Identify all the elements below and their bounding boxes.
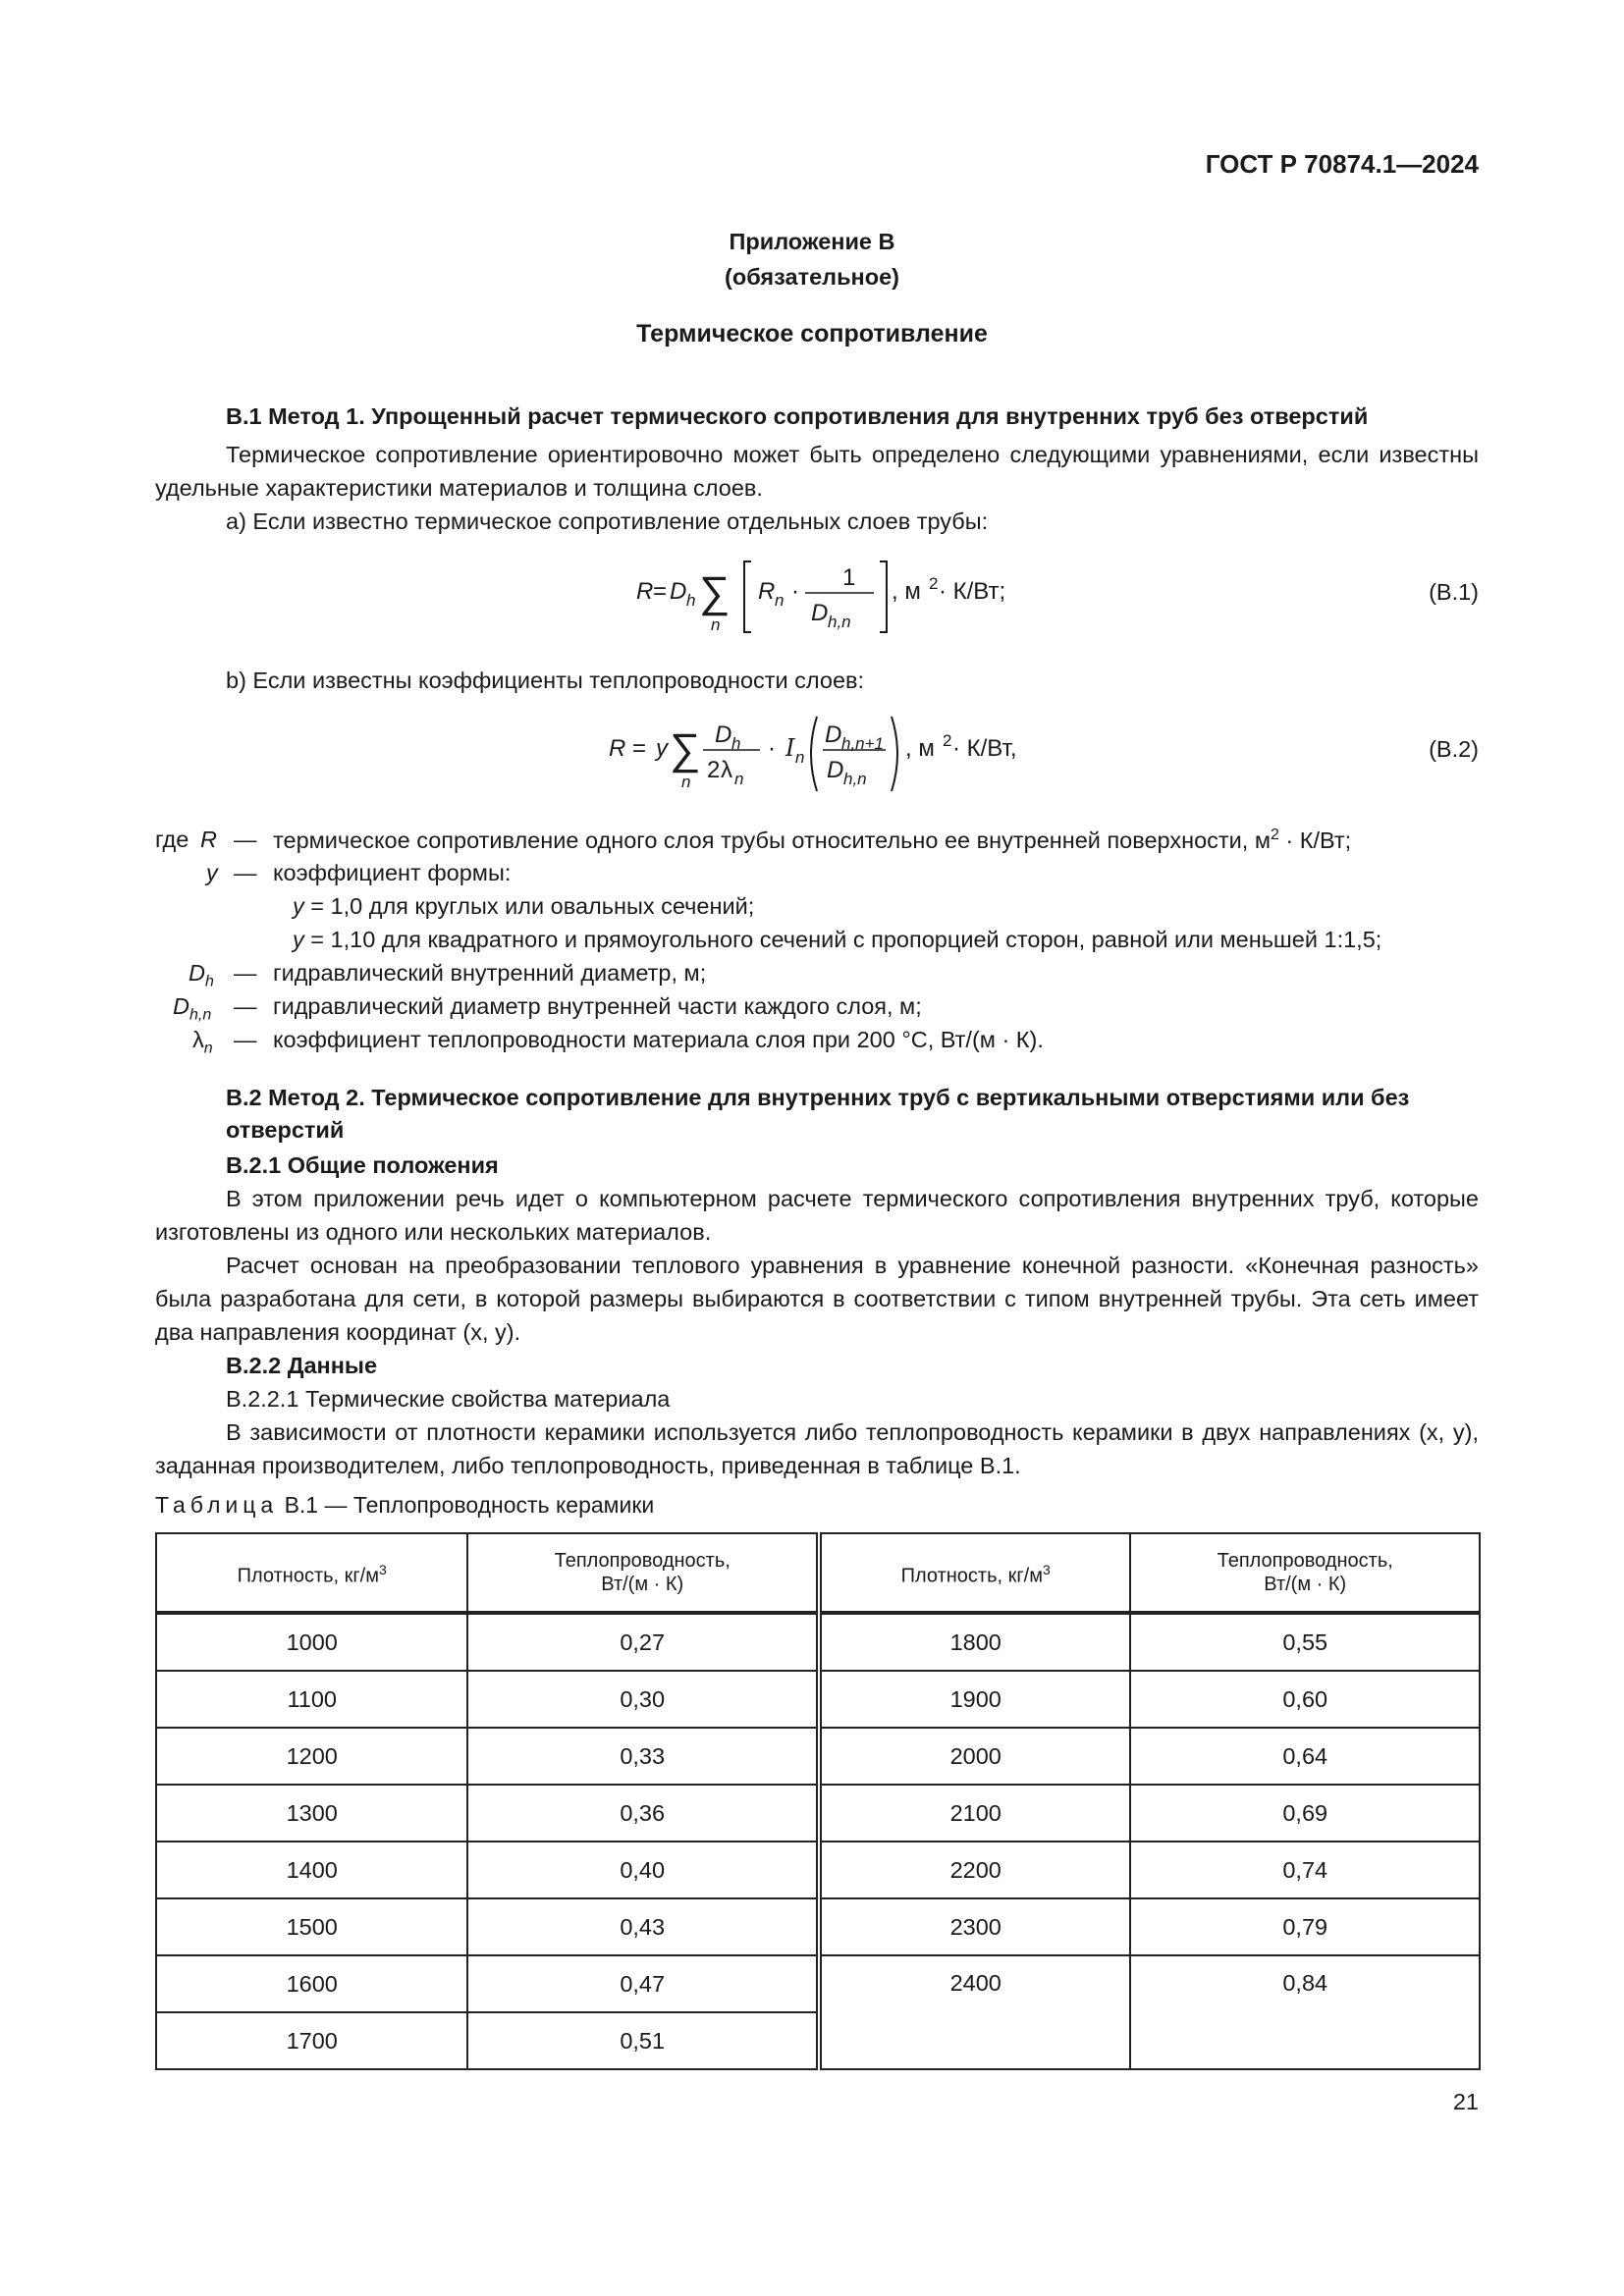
- conductivity-cell: 0,74: [1130, 1842, 1480, 1898]
- formula-b2-unit-sup: 2: [943, 731, 952, 750]
- where-y-case: y = 1,10 для квадратного и прямоугольного сечений с пропорцией сторон, равной или меньшей 1:1,5;: [293, 927, 1382, 952]
- formula-b1-den-d: D: [811, 600, 829, 626]
- formula-b1-den-sub: h,n: [828, 613, 851, 631]
- paragraph: В этом приложении речь идет о компьютерном расчете термического сопротивления внутренних труб, которые изготовлены из одного или нескольких материалов.: [155, 1186, 1479, 1245]
- header-density-left: Плотность, $кг/м^3$: [156, 1533, 467, 1613]
- annex-heading: Термическое сопротивление: [636, 320, 988, 347]
- where-symbol: y: [206, 860, 218, 885]
- formula-b2: [155, 709, 1479, 797]
- conductivity-cell: 0,64: [1130, 1728, 1480, 1785]
- formula-b2-ln-sub: n: [795, 748, 805, 767]
- formula-b2-right-paren: [892, 717, 897, 791]
- where-definition: гидравлический диаметр внутренней части каждого слоя, м;: [273, 993, 922, 1019]
- where-row-lambda: [155, 1027, 1479, 1060]
- density-cell: 1800: [819, 1613, 1130, 1671]
- table-caption-label: Таблица: [155, 1492, 279, 1518]
- density-cell: 1500: [156, 1898, 467, 1955]
- header-density-right: Плотность, $кг/м^3$: [819, 1533, 1130, 1613]
- conductivity-cell: 0,47: [467, 1955, 819, 2012]
- density-cell: 2300: [819, 1898, 1130, 1955]
- paragraph: Расчет основан на преобразовании теплового уравнения в уравнение конечной разности. «Конечная разность» была разработана для сети, в которой размеры выбираются в соответствии с типом внутренней трубы. Эта сеть имеет два направления координат (x, y).: [155, 1253, 1479, 1345]
- density-cell: 2400: [819, 1955, 1130, 2069]
- formula-b2-in-den: D: [827, 757, 844, 783]
- where-definition: коэффициент теплопроводности материала слоя при 200 °С, Вт/(м · К).: [273, 1027, 1044, 1052]
- where-row-y2: [155, 927, 1479, 960]
- formula-b1-d-sub: h: [686, 591, 696, 610]
- formula-b1-left-bracket: [744, 561, 751, 632]
- where-symbol: R: [200, 827, 217, 852]
- where-row-r: [155, 827, 1479, 860]
- table-row: [156, 1613, 1480, 1671]
- where-symbol: $D_{h,n}$: [173, 993, 212, 1024]
- section-b2-body: [155, 1148, 1479, 1482]
- table-row: [156, 1671, 1480, 1728]
- document-code: ГОСТ Р 70874.1—2024: [1205, 149, 1479, 179]
- where-row-y1: [155, 893, 1479, 927]
- formula-b1-r: R: [758, 578, 776, 605]
- formula-b2-lhs: R: [609, 735, 626, 762]
- formula-b1-d: D: [670, 578, 687, 605]
- formula-b2-dot: ·: [768, 735, 776, 762]
- conductivity-cell: 0,36: [467, 1785, 819, 1842]
- formula-b1-number: (В.1): [1429, 579, 1479, 605]
- where-row-dh: [155, 960, 1479, 993]
- formula-b1-sum: ∑: [699, 568, 731, 616]
- conductivity-cell: 0,84: [1130, 1955, 1480, 2069]
- density-cell: 1900: [819, 1671, 1130, 1728]
- conductivity-cell: 0,43: [467, 1898, 819, 1955]
- formula-b2-y: y: [656, 735, 668, 762]
- conductivity-cell: 0,33: [467, 1728, 819, 1785]
- where-symbol: $D_h$: [189, 960, 214, 990]
- where-dash: —: [234, 960, 257, 986]
- formula-b1-unit-sup: 2: [929, 574, 939, 593]
- conductivity-cell: 0,40: [467, 1842, 819, 1898]
- density-cell: 1300: [156, 1785, 467, 1842]
- formula-b2-unit-rest: · К/Вт,: [952, 735, 1017, 762]
- paragraph: Термическое сопротивление ориентировочно может быть определено следующими уравнениями, если известны удельные характеристики материалов и толщина слоев.: [155, 442, 1479, 501]
- table-header-row: [156, 1533, 1480, 1613]
- formula-b1-right-bracket: [880, 561, 887, 632]
- header-conductivity-right: Теплопроводность, Вт/(м · К): [1130, 1533, 1480, 1613]
- density-cell: 1200: [156, 1728, 467, 1785]
- table-row: [156, 1898, 1480, 1955]
- formula-b1-one: 1: [842, 564, 856, 591]
- page-number: 21: [1452, 2089, 1479, 2114]
- conductivity-cell: 0,51: [467, 2012, 819, 2069]
- formula-b1: [155, 552, 1479, 640]
- where-definition: термическое сопротивление одного слоя трубы относительно ее внутренней поверхности, $м^2 \cdot К/Вт$;: [273, 827, 1352, 853]
- formula-b2-den-2: 2: [707, 757, 721, 783]
- formula-b2-unit-m: , м: [905, 735, 935, 762]
- formula-b2-in-num-sub: h,n+1: [841, 734, 885, 753]
- where-symbol: $\lambda_n$: [192, 1027, 213, 1057]
- item-b: b) Если известны коэффициенты теплопроводности слоев:: [226, 667, 865, 693]
- subsection-b221-title: В.2.2.1 Термические свойства материала: [226, 1386, 671, 1412]
- density-cell: 1000: [156, 1613, 467, 1671]
- paragraph: В зависимости от плотности керамики используется либо теплопроводность керамики в двух направлениях (x, y), заданная производителем, либо теплопроводность, приведенная в таблице В.1.: [155, 1419, 1479, 1478]
- conductivity-cell: 0,69: [1130, 1785, 1480, 1842]
- formula-b2-in-den-sub: h,n: [843, 770, 867, 788]
- where-prefix: где: [155, 827, 189, 852]
- where-row-dhn: [155, 993, 1479, 1027]
- where-dash: —: [234, 993, 257, 1019]
- formula-b2-den-lsub: n: [734, 770, 744, 788]
- density-cell: 2000: [819, 1728, 1130, 1785]
- formula-b1-eq: =: [653, 578, 668, 605]
- formula-b2-in-num: D: [825, 721, 842, 748]
- formula-b2-num-sub: h: [731, 734, 741, 753]
- table-row: [156, 1842, 1480, 1898]
- conductivity-cell: 0,55: [1130, 1613, 1480, 1671]
- item-a: а) Если известно термическое сопротивление отдельных слоев трубы:: [226, 508, 989, 534]
- where-dash: —: [234, 827, 257, 852]
- conductivity-cell: 0,30: [467, 1671, 819, 1728]
- formula-b1-dot: ·: [791, 578, 799, 605]
- where-dash: —: [234, 860, 257, 885]
- formula-b2-sum-idx: n: [681, 773, 691, 791]
- where-dash: —: [234, 1027, 257, 1052]
- formula-b1-unit-m: , м: [892, 578, 921, 605]
- formula-b2-eq: =: [632, 735, 647, 762]
- header-conductivity-left: Теплопроводность, Вт/(м · К): [467, 1533, 819, 1613]
- where-y-case: y = 1,0 для круглых или овальных сечений;: [293, 893, 755, 919]
- formula-b1-sum-idx: n: [711, 615, 721, 634]
- conductivity-cell: 0,27: [467, 1613, 819, 1671]
- section-b1-item-b: [155, 664, 1479, 697]
- density-cell: 1700: [156, 2012, 467, 2069]
- table-caption-text: В.1 — Теплопроводность керамики: [278, 1492, 655, 1518]
- annex-title: Приложение В: [729, 229, 895, 254]
- annex-status: (обязательное): [725, 264, 899, 290]
- conductivity-cell: 0,79: [1130, 1898, 1480, 1955]
- formula-b1-graphic: [155, 552, 1479, 640]
- density-cell: 2100: [819, 1785, 1130, 1842]
- section-b2-title: В.2 Метод 2. Термическое сопротивление для внутренних труб с вертикальными отверстиями или без отверстий: [226, 1085, 1410, 1143]
- annex-title-block: [0, 224, 1624, 294]
- table-caption: [155, 1492, 654, 1519]
- formula-b2-num-d: D: [715, 721, 732, 748]
- formula-b2-sum: ∑: [670, 725, 701, 774]
- formula-b2-ln: I: [785, 734, 795, 762]
- formula-b1-lhs: R: [636, 578, 654, 605]
- formula-b2-left-paren: [811, 717, 817, 791]
- where-definition: коэффициент формы:: [273, 860, 512, 885]
- table-row: [156, 1955, 1480, 2012]
- density-cell: 1400: [156, 1842, 467, 1898]
- subsection-b22-title: В.2.2 Данные: [226, 1353, 378, 1378]
- table-row: [156, 1785, 1480, 1842]
- formula-b2-den-lambda: λ: [721, 757, 732, 783]
- subsection-b21-title: В.2.1 Общие положения: [226, 1152, 499, 1178]
- formula-b2-number: (В.2): [1429, 736, 1479, 762]
- section-b1-intro: [155, 438, 1479, 538]
- density-cell: 2200: [819, 1842, 1130, 1898]
- formula-b2-graphic: [155, 709, 1479, 797]
- density-cell: 1600: [156, 1955, 467, 2012]
- where-definition: гидравлический внутренний диаметр, м;: [273, 960, 707, 986]
- formula-b1-r-sub: n: [775, 591, 785, 610]
- conductivity-table: [155, 1532, 1481, 2070]
- table-row: [156, 1728, 1480, 1785]
- formula-b1-unit-rest: · К/Вт;: [939, 578, 1006, 605]
- where-row-y: [155, 860, 1479, 893]
- density-cell: 1100: [156, 1671, 467, 1728]
- section-b1-title: В.1 Метод 1. Упрощенный расчет термического сопротивления для внутренних труб без отверстий: [226, 403, 1369, 429]
- conductivity-cell: 0,60: [1130, 1671, 1480, 1728]
